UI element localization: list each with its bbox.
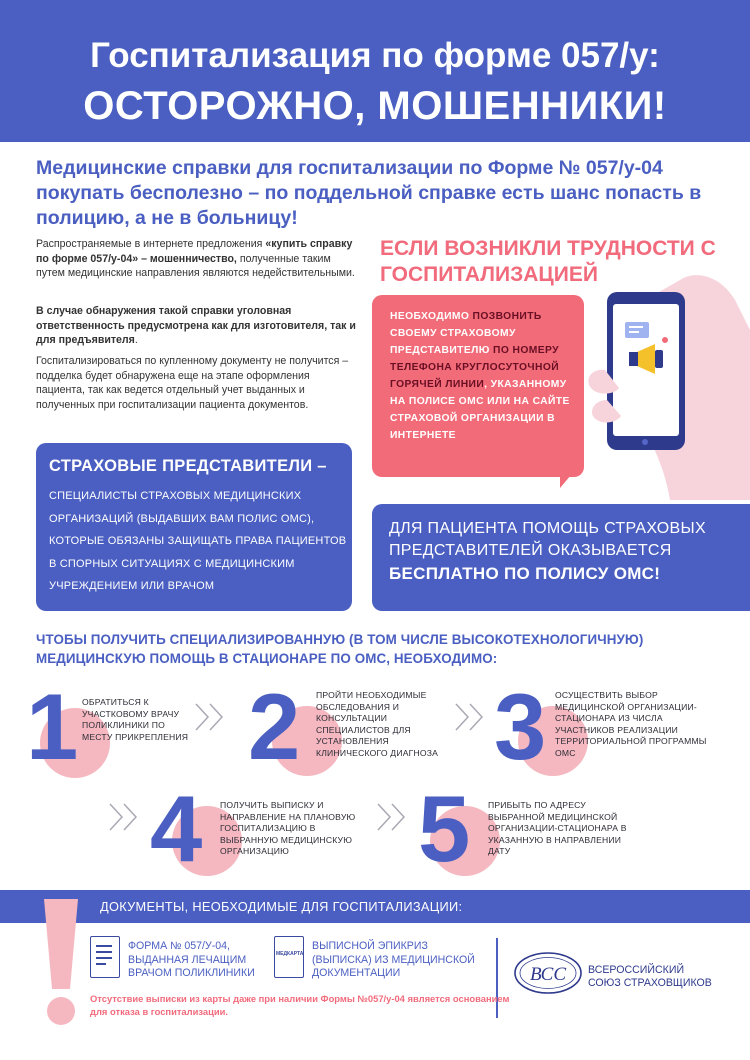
- free-help-card: ДЛЯ ПАЦИЕНТА ПОМОЩЬ СТРАХОВЫХ ПРЕДСТАВИТЕЛЕЙ ОКАЗЫВАЕТСЯ БЕСПЛАТНО ПО ПОЛИСУ ОМС!: [372, 504, 750, 611]
- step-number: 4: [150, 776, 203, 881]
- exclamation-icon: [36, 899, 86, 1029]
- insurance-reps-title: СТРАХОВЫЕ ПРЕДСТАВИТЕЛИ –: [49, 457, 327, 475]
- step-number: 1: [26, 674, 79, 779]
- document-icon: [90, 936, 120, 978]
- paragraph-detection: Госпитализироваться по купленному документу не получится – подделка будет обнаружена еще на этапе оформления пациента, так как ведется отдельный учет выданных и полученных при госпитализации пациента документов.: [36, 355, 349, 411]
- step-number: 5: [418, 776, 471, 881]
- steps-title: ЧТОБЫ ПОЛУЧИТЬ СПЕЦИАЛИЗИРОВАННУЮ (В ТОМ ЧИСЛЕ ВЫСОКОТЕХНОЛОГИЧНУЮ) МЕДИЦИНСКУЮ ПОМОЩЬ В СТАЦИОНАРЕ ПО ОМС, НЕОБХОДИМО:: [36, 632, 644, 666]
- header-banner: [0, 0, 750, 142]
- step-text: ОСУЩЕСТВИТЬ ВЫБОР МЕДИЦИНСКОЙ ОРГАНИЗАЦИИ-СТАЦИОНАРА ИЗ ЧИСЛА УЧАСТНИКОВ РЕАЛИЗАЦИИ ТЕРРИТОРИАЛЬНОЙ ПРОГРАММЫ ОМС: [555, 690, 707, 758]
- logo-text: ВСЕРОССИЙСКИЙ СОЮЗ СТРАХОВЩИКОВ: [588, 964, 712, 989]
- hand-phone-illustration: [585, 270, 750, 500]
- chevron-right-icon: [190, 700, 234, 734]
- header-title-line2: ОСТОРОЖНО, МОШЕННИКИ!: [83, 84, 667, 128]
- doc-discharge-summary: ВЫПИСНОЙ ЭПИКРИЗ (ВЫПИСКА) ИЗ МЕДИЦИНСКОЙ ДОКУМЕНТАЦИИ: [312, 940, 475, 979]
- docs-title: ДОКУМЕНТЫ, НЕОБХОДИМЫЕ ДЛЯ ГОСПИТАЛИЗАЦИИ:: [100, 899, 463, 914]
- step-text: ПОЛУЧИТЬ ВЫПИСКУ И НАПРАВЛЕНИЕ НА ПЛАНОВУЮ ГОСПИТАЛИЗАЦИЮ В ВЫБРАННУЮ МЕДИЦИНСКУЮ ОРГАНИЗАЦИЮ: [220, 800, 356, 857]
- paragraph-fraud: Распространяемые в интернете предложения «купить справку по форме 057/у-04» – мошенничество, полученные таким путем медицинские направления являются недействительными.: [36, 238, 355, 280]
- insurance-reps-text: СПЕЦИАЛИСТЫ СТРАХОВЫХ МЕДИЦИНСКИХ ОРГАНИЗАЦИЙ (ВЫДАВШИХ ВАМ ПОЛИС ОМС), КОТОРЫЕ ОБЯЗАНЫ ЗАЩИЩАТЬ ПРАВА ПАЦИЕНТОВ В СПОРНЫХ СИТУАЦИЯХ С МЕДИЦИНСКИМ УЧРЕЖДЕНИЕМ ИЛИ ВРАЧОМ: [49, 490, 347, 592]
- chevron-right-icon: [450, 700, 494, 734]
- chevron-right-icon: [104, 800, 148, 834]
- header-title-line1: Госпитализация по форме 057/у:: [90, 36, 660, 75]
- insurance-reps-card: [36, 443, 352, 611]
- step-number: 2: [248, 674, 301, 779]
- step-text: ПРИБЫТЬ ПО АДРЕСУ ВЫБРАННОЙ МЕДИЦИНСКОЙ ОРГАНИЗАЦИИ-СТАЦИОНАРА В УКАЗАННУЮ В НАПРАВЛЕНИИ ДАТУ: [488, 800, 627, 857]
- hotline-callout: НЕОБХОДИМО ПОЗВОНИТЬ СВОЕМУ СТРАХОВОМУ ПРЕДСТАВИТЕЛЮ ПО НОМЕРУ ТЕЛЕФОНА КРУГЛОСУТОЧНОЙ ГОРЯЧЕЙ ЛИНИИ, УКАЗАННОМУ НА ПОЛИСЕ ОМС ИЛИ НА САЙТЕ СТРАХОВОЙ ОРГАНИЗАЦИИ В ИНТЕРНЕТЕ: [372, 295, 584, 477]
- paragraph-liability: В случае обнаружения такой справки уголовная ответственность предусмотрена как для изготовителя, так и для предъявителя.: [36, 305, 356, 347]
- callout-tail: [560, 462, 582, 488]
- chevron-right-icon: [372, 800, 416, 834]
- step-text: ПРОЙТИ НЕОБХОДИМЫЕ ОБСЛЕДОВАНИЯ И КОНСУЛЬТАЦИИ СПЕЦИАЛИСТОВ ДЛЯ УСТАНОВЛЕНИЯ КЛИНИЧЕСКОГО ДИАГНОЗА: [316, 690, 439, 758]
- lead-paragraph: Медицинские справки для госпитализации по Форме № 057/у-04 покупать бесполезно – по поддельной справке есть шанс попасть в полицию, а не в больницу!: [36, 157, 702, 229]
- medical-card-icon: МЕДКАРТА: [274, 936, 304, 978]
- vss-logo: [512, 950, 584, 996]
- difficulty-title: ЕСЛИ ВОЗНИКЛИ ТРУДНОСТИ С ГОСПИТАЛИЗАЦИЕЙ: [380, 237, 716, 286]
- chat-bubble-icon: [625, 322, 649, 338]
- step-number: 3: [494, 674, 547, 779]
- discharge-warning: Отсутствие выписки из карты даже при наличии Формы №057/у-04 является основанием для отказа в госпитализации.: [90, 993, 510, 1017]
- doc-form-057: ФОРМА № 057/У-04, ВЫДАННАЯ ЛЕЧАЩИМ ВРАЧОМ ПОЛИКЛИНИКИ: [128, 940, 255, 979]
- step-text: ОБРАТИТЬСЯ К УЧАСТКОВОМУ ВРАЧУ ПОЛИКЛИНИКИ ПО МЕСТУ ПРИКРЕПЛЕНИЯ: [82, 697, 189, 742]
- svg-text:ВСС: ВСС: [529, 964, 567, 985]
